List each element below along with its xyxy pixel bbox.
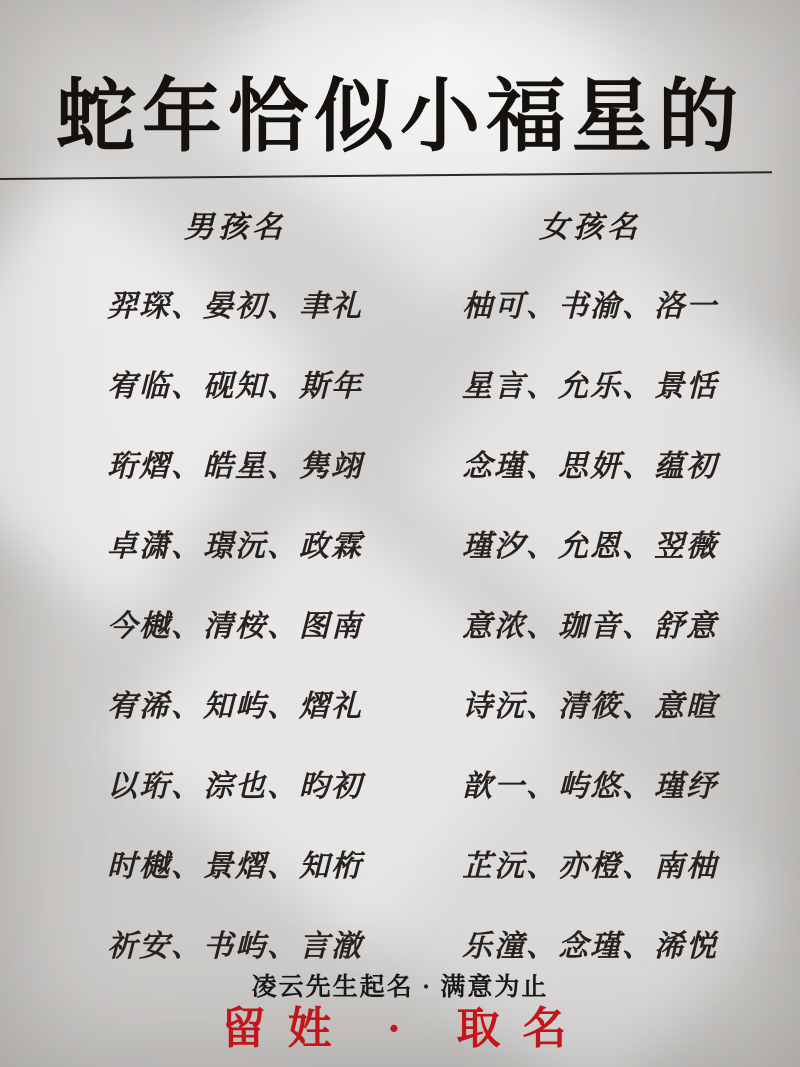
brand-cta: 留姓 · 取名	[221, 1003, 589, 1053]
girl-column-header: 女孩名	[539, 211, 641, 244]
girl-name-row: 诗沅、清筱、意暄	[462, 690, 718, 723]
boy-name-row: 宥浠、知屿、熠礼	[107, 690, 363, 723]
boy-name-row: 以珩、淙也、昀初	[107, 770, 363, 803]
title-underline	[0, 171, 772, 180]
boy-name-row: 宥临、砚知、斯年	[107, 370, 363, 403]
boy-name-row: 珩熠、皓星、隽翊	[107, 450, 363, 483]
girl-name-row: 乐潼、念瑾、浠悦	[462, 930, 718, 963]
poster-footer	[0, 967, 800, 1053]
girl-name-row: 意浓、珈音、舒意	[462, 610, 718, 643]
boy-name-row: 时樾、景熠、知桁	[107, 850, 363, 883]
girl-name-row: 歆一、屿悠、瑾纾	[462, 770, 718, 803]
boy-name-row: 卓潇、璟沅、政霖	[107, 530, 363, 563]
girl-name-row: 念瑾、思妍、蕴初	[462, 450, 718, 483]
girl-name-row: 芷沅、亦橙、南柚	[462, 850, 718, 883]
girl-name-row: 瑾汐、允恩、翌薇	[462, 530, 718, 563]
boy-name-row: 羿琛、晏初、聿礼	[107, 290, 363, 323]
boy-name-row: 祈安、书屿、言澈	[107, 930, 363, 963]
boy-name-row: 今樾、清桉、图南	[107, 610, 363, 643]
boy-names-column	[75, 205, 395, 987]
girl-names-column	[430, 205, 750, 987]
girl-name-row: 柚可、书渝、洛一	[462, 290, 718, 323]
girl-name-row: 星言、允乐、景恬	[462, 370, 718, 403]
tagline: 凌云先生起名 · 满意为止	[251, 973, 549, 1001]
page-title: 蛇年恰似小福星的	[56, 74, 744, 162]
boy-column-header: 男孩名	[184, 211, 286, 244]
